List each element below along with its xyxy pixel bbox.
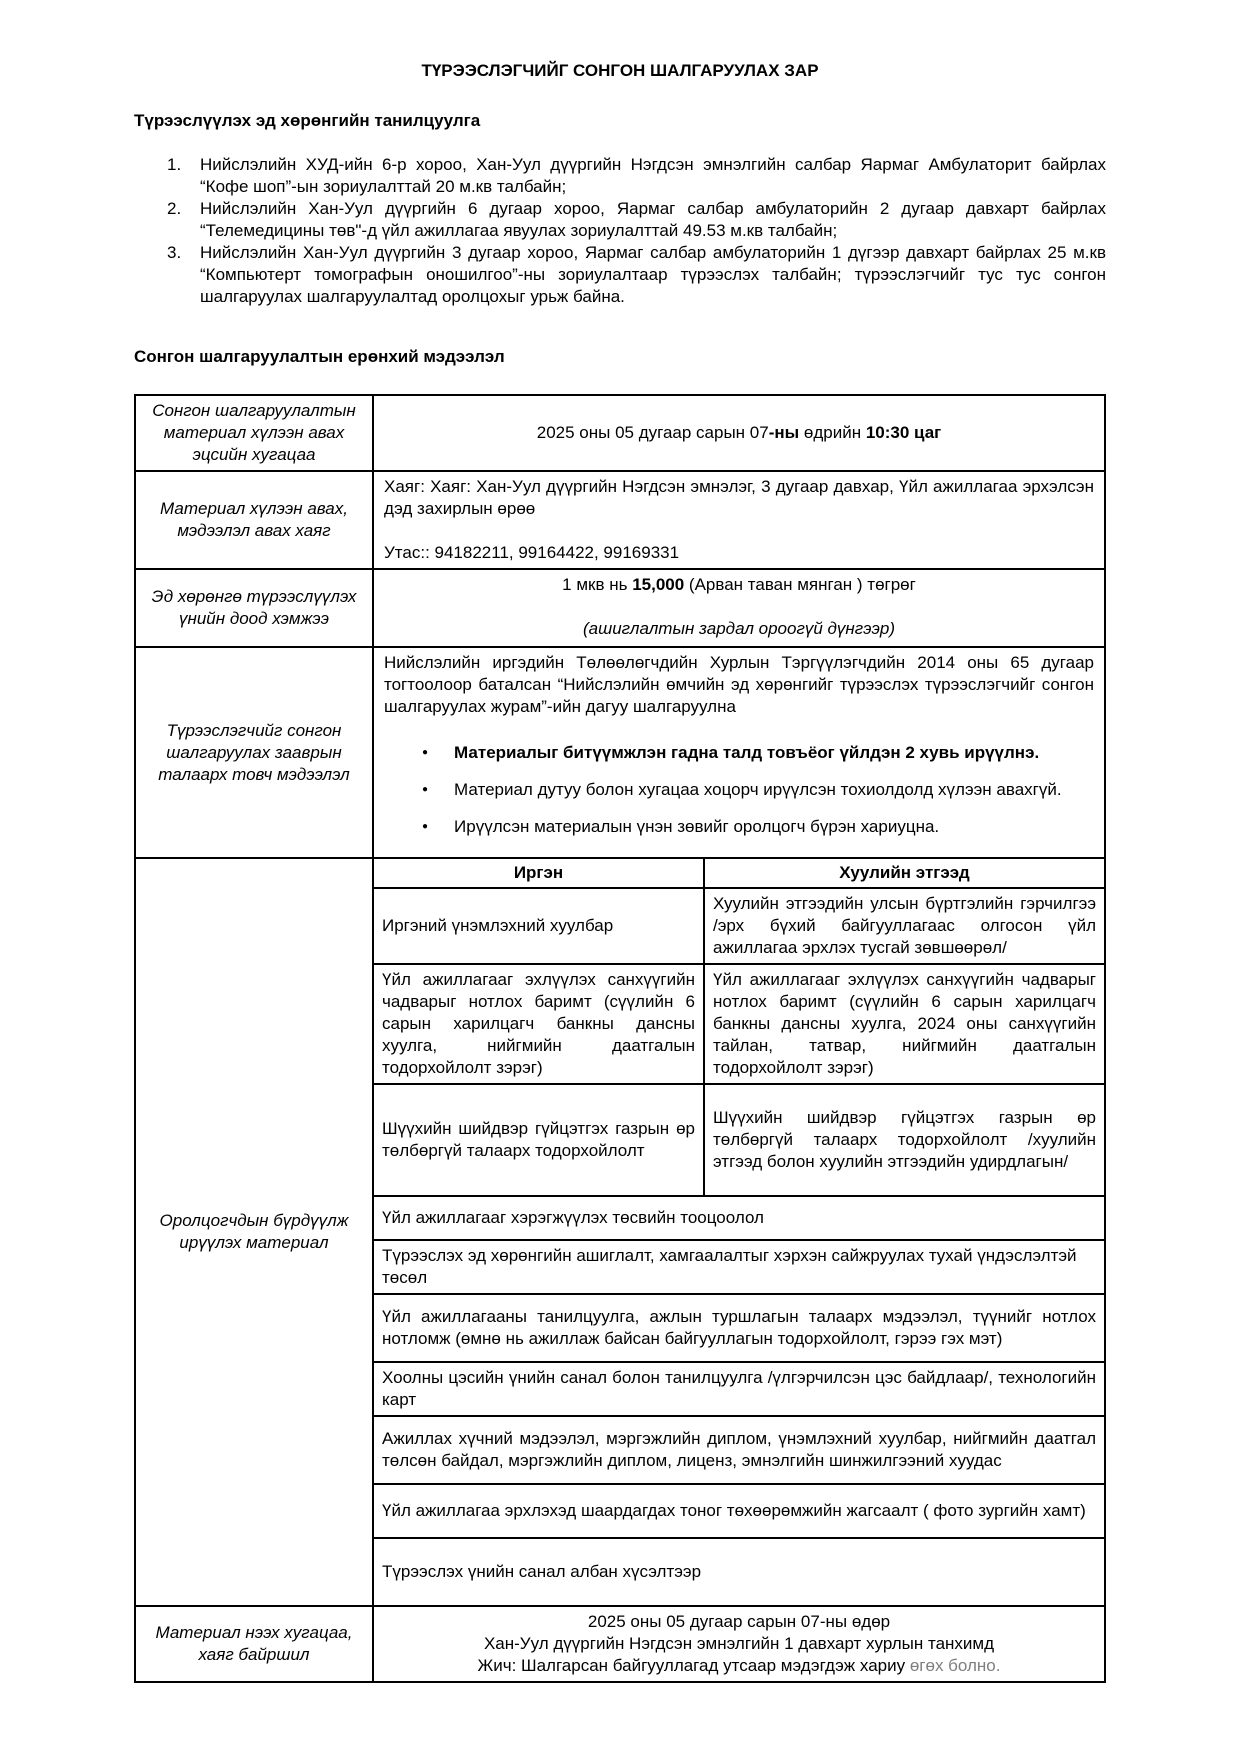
row-value-price: [373, 569, 1105, 647]
bullet-icon: ●: [422, 784, 429, 795]
column-header-legal: Хуулийн этгээд: [704, 859, 1104, 888]
list-item: [134, 154, 1106, 198]
req-legal-cell: Үйл ажиллагааг эхлүүлэх санхүүгийн чадварыг нотлох баримт (сүүлийн 6 сарын харилцагч банкны дансны хуулга, 2024 оны санхүүгийн тайлан, татвар, нийгмийн даатгалын тодорхойлолт зэрэг): [704, 964, 1104, 1084]
table-row: [374, 1484, 1104, 1538]
price-amount: 15,000: [632, 575, 685, 594]
row-value-materials: [373, 858, 1105, 1606]
table-row: [374, 1294, 1104, 1362]
table-row-address: [135, 471, 1105, 569]
req-full-cell: Үйл ажиллагааг хэрэгжүүлэх төсвийн тооцоолол: [374, 1196, 1104, 1240]
req-full-cell: Үйл ажиллагаа эрхлэхэд шаардагдах тоног төхөөрөмжийн жагсаалт ( фото зургийн хамт): [374, 1484, 1104, 1538]
bullet-item: [384, 742, 1094, 764]
req-full-cell: Түрээслэх үнийн санал албан хүсэлтээр: [374, 1538, 1104, 1605]
bullet-text: Материал дутуу болон хугацаа хоцорч ирүүлсэн тохиолдолд хүлээн авахгүй.: [454, 780, 1062, 799]
table-row-instructions: [135, 647, 1105, 858]
table-row-opening: [135, 1606, 1105, 1682]
deadline-date: 2025 оны 05 дугаар сарын 07: [536, 423, 769, 442]
general-info-table: [134, 394, 1106, 1683]
table-row: [374, 1240, 1104, 1294]
list-item-text: Нийслэлийн ХУД-ийн 6-р хороо, Хан-Уул дүүргийн Нэгдсэн эмнэлгийн салбар Яармаг Амбулаторит байрлах “Кофе шоп”-ын зориулалттай 20 м.кв талбайн;: [200, 155, 1106, 196]
row-label-price: Эд хөрөнгө түрээслүүлэх үнийн доод хэмжээ: [135, 569, 373, 647]
req-citizen-cell: Шүүхийн шийдвэр гүйцэтгэх газрын өр төлбөргүй талаарх тодорхойлолт: [374, 1084, 704, 1196]
address-text: Хаяг: Хаяг: Хан-Уул дүүргийн Нэгдсэн эмнэлэг, 3 дугаар давхар, Үйл ажиллагаа эрхэлсэн дэд захирлын өрөө: [384, 477, 1094, 518]
price-prefix: 1 мкв нь: [562, 575, 633, 594]
general-info-heading: Сонгон шалгаруулалтын ерөнхий мэдээлэл: [134, 347, 505, 366]
bullet-item: [384, 779, 1094, 801]
table-row: [374, 888, 1104, 964]
column-header-citizen: Иргэн: [513, 863, 564, 882]
bullet-text: Ирүүлсэн материалын үнэн зөвийг оролцогч бүрэн хариуцна.: [454, 817, 940, 836]
table-row: [374, 964, 1104, 1084]
table-row: [374, 1196, 1104, 1240]
table-row: [374, 1084, 1104, 1196]
req-full-cell: Хоолны цэсийн үнийн санал болон танилцуулга /үлгэрчилсэн цэс байдлаар/, технологийн карт: [374, 1362, 1104, 1416]
list-item: [134, 242, 1106, 308]
row-value-address: [373, 471, 1105, 569]
row-value-instructions: [373, 647, 1105, 858]
table-row: [374, 1416, 1104, 1484]
req-full-cell: Түрээслэх эд хөрөнгийн ашиглалт, хамгаалалтыг хэрхэн сайжруулах тухай үндэслэлтэй төсөл: [374, 1240, 1104, 1294]
price-line: [384, 574, 1094, 596]
opening-date: 2025 оны 05 дугаар сарын 07-ны өдөр: [587, 1612, 891, 1631]
instructions-bullets: [384, 742, 1094, 838]
bullet-icon: ●: [422, 821, 429, 832]
row-value-opening: [373, 1606, 1105, 1682]
requirements-header-row: [374, 859, 1104, 888]
opening-location: Хан-Уул дүүргийн Нэгдсэн эмнэлгийн 1 давхарт хурлын танхимд: [483, 1634, 995, 1653]
req-citizen-cell: Иргэний үнэмлэхний хуулбар: [374, 888, 704, 964]
document-page: [134, 0, 1106, 1683]
req-full-cell: Ажиллах хүчний мэдээлэл, мэргэжлийн диплом, үнэмлэхний хуулбар, нийгмийн даатгал төлсөн байдал, мэргэжлийн диплом, лиценз, эмнэлгийн шинжилгээний хуудас: [374, 1416, 1104, 1484]
list-item-text: Нийслэлийн Хан-Уул дүүргийн 3 дугаар хороо, Яармаг салбар амбулаторийн 1 дүгээр давхарт байрлах 25 м.кв “Компьютерт томографын оношилгоо”-ны зориулалтаар түрээслэх талбайн; түрээслэгчийг тус тус сонгон шалгаруулах шалгаруулалтад оролцохыг урьж байна.: [200, 243, 1106, 306]
req-full-cell: Үйл ажиллагааны танилцуулга, ажлын туршлагын талаарх мэдээлэл, түүнийг нотлох нотломж (өмнө нь ажиллаж байсан байгууллагын тодорхойлолт, гэрээ гэх мэт): [374, 1294, 1104, 1362]
row-label-instructions: Түрээслэгчийг сонгон шалгаруулах зааврын талаарх товч мэдээлэл: [135, 647, 373, 858]
table-row: [374, 1362, 1104, 1416]
instructions-paragraph: Нийслэлийн иргэдийн Төлөөлөгчдийн Хурлын Тэргүүлэгчдийн 2014 оны 65 дугаар тогтоолоор баталсан “Нийслэлийн өмчийн эд хөрөнгийг түрээслэх түрээслэгчийг сонгон шалгаруулах журам”-ийн дагуу шалгаруулна: [384, 653, 1094, 716]
intro-heading: Түрээслүүлэх эд хөрөнгийн танилцуулга: [134, 111, 481, 130]
opening-note-black: Жич: Шалгарсан байгууллагад утсаар мэдэгдэж хариу: [477, 1656, 910, 1675]
req-legal-cell: Шүүхийн шийдвэр гүйцэтгэх газрын өр төлбөргүй талаарх тодорхойлолт /хуулийн этгээд болон хуулийн этгээдийн удирдлагын/: [704, 1084, 1104, 1196]
table-row-materials: [135, 858, 1105, 1606]
table-row-price: [135, 569, 1105, 647]
req-legal-cell: Хуулийн этгээдийн улсын бүртгэлийн гэрчилгээ /эрх бүхий байгууллагаас олгосон үйл ажиллагаа эрхлэх тусгай зөвшөөрөл/: [704, 888, 1104, 964]
deadline-suffix: -ны: [768, 423, 800, 442]
price-note: (ашиглалтын зардал ороогүй дүнгээр): [582, 619, 895, 638]
bullet-text: Материалыг битүүмжлэн гадна талд товъёог үйлдэн 2 хувь ирүүлнэ.: [454, 743, 1040, 762]
list-item-number: 3.: [167, 243, 182, 262]
table-row-deadline: [135, 395, 1105, 471]
row-value-deadline: [373, 395, 1105, 471]
list-item: [134, 198, 1106, 242]
bullet-item: [384, 816, 1094, 838]
opening-note-gray: өгөх болно.: [909, 1656, 1001, 1675]
row-label-opening: Материал нээх хугацаа, хаяг байршил: [135, 1606, 373, 1682]
list-item-number: 1.: [167, 155, 182, 174]
page-title: ТҮРЭЭСЛЭГЧИЙГ СОНГОН ШАЛГАРУУЛАХ ЗАР: [421, 61, 819, 80]
price-suffix: (Арван таван мянган ) төгрөг: [684, 575, 916, 594]
req-citizen-cell: Үйл ажиллагааг эхлүүлэх санхүүгийн чадварыг нотлох баримт (сүүлийн 6 сарын харилцагч банкны дансны хуулга, нийгмийн даатгалын тодорхойлолт зэрэг): [374, 964, 704, 1084]
intro-list: [134, 154, 1106, 308]
row-label-address: Материал хүлээн авах, мэдээлэл авах хаяг: [135, 471, 373, 569]
list-item-number: 2.: [167, 199, 182, 218]
opening-note: [384, 1655, 1094, 1677]
row-label-deadline: Сонгон шалгаруулалтын материал хүлээн авах эцсийн хугацаа: [135, 395, 373, 471]
requirements-table: [374, 859, 1104, 1605]
bullet-icon: ●: [422, 747, 429, 758]
row-label-materials: Оролцогчдын бүрдүүлж ирүүлэх материал: [135, 858, 373, 1606]
list-item-text: Нийслэлийн Хан-Уул дүүргийн 6 дугаар хороо, Яармаг салбар амбулаторийн 2 дугаар давхарт байрлах “Телемедицины төв"-д үйл ажиллагаа явуулах зориулалттай 49.53 м.кв талбайн;: [200, 199, 1106, 240]
deadline-mid: өдрийн: [799, 423, 866, 442]
table-row: [374, 1538, 1104, 1605]
deadline-time: 10:30 цаг: [865, 423, 942, 442]
phone-text: Утас:: 94182211, 99164422, 99169331: [384, 543, 680, 562]
